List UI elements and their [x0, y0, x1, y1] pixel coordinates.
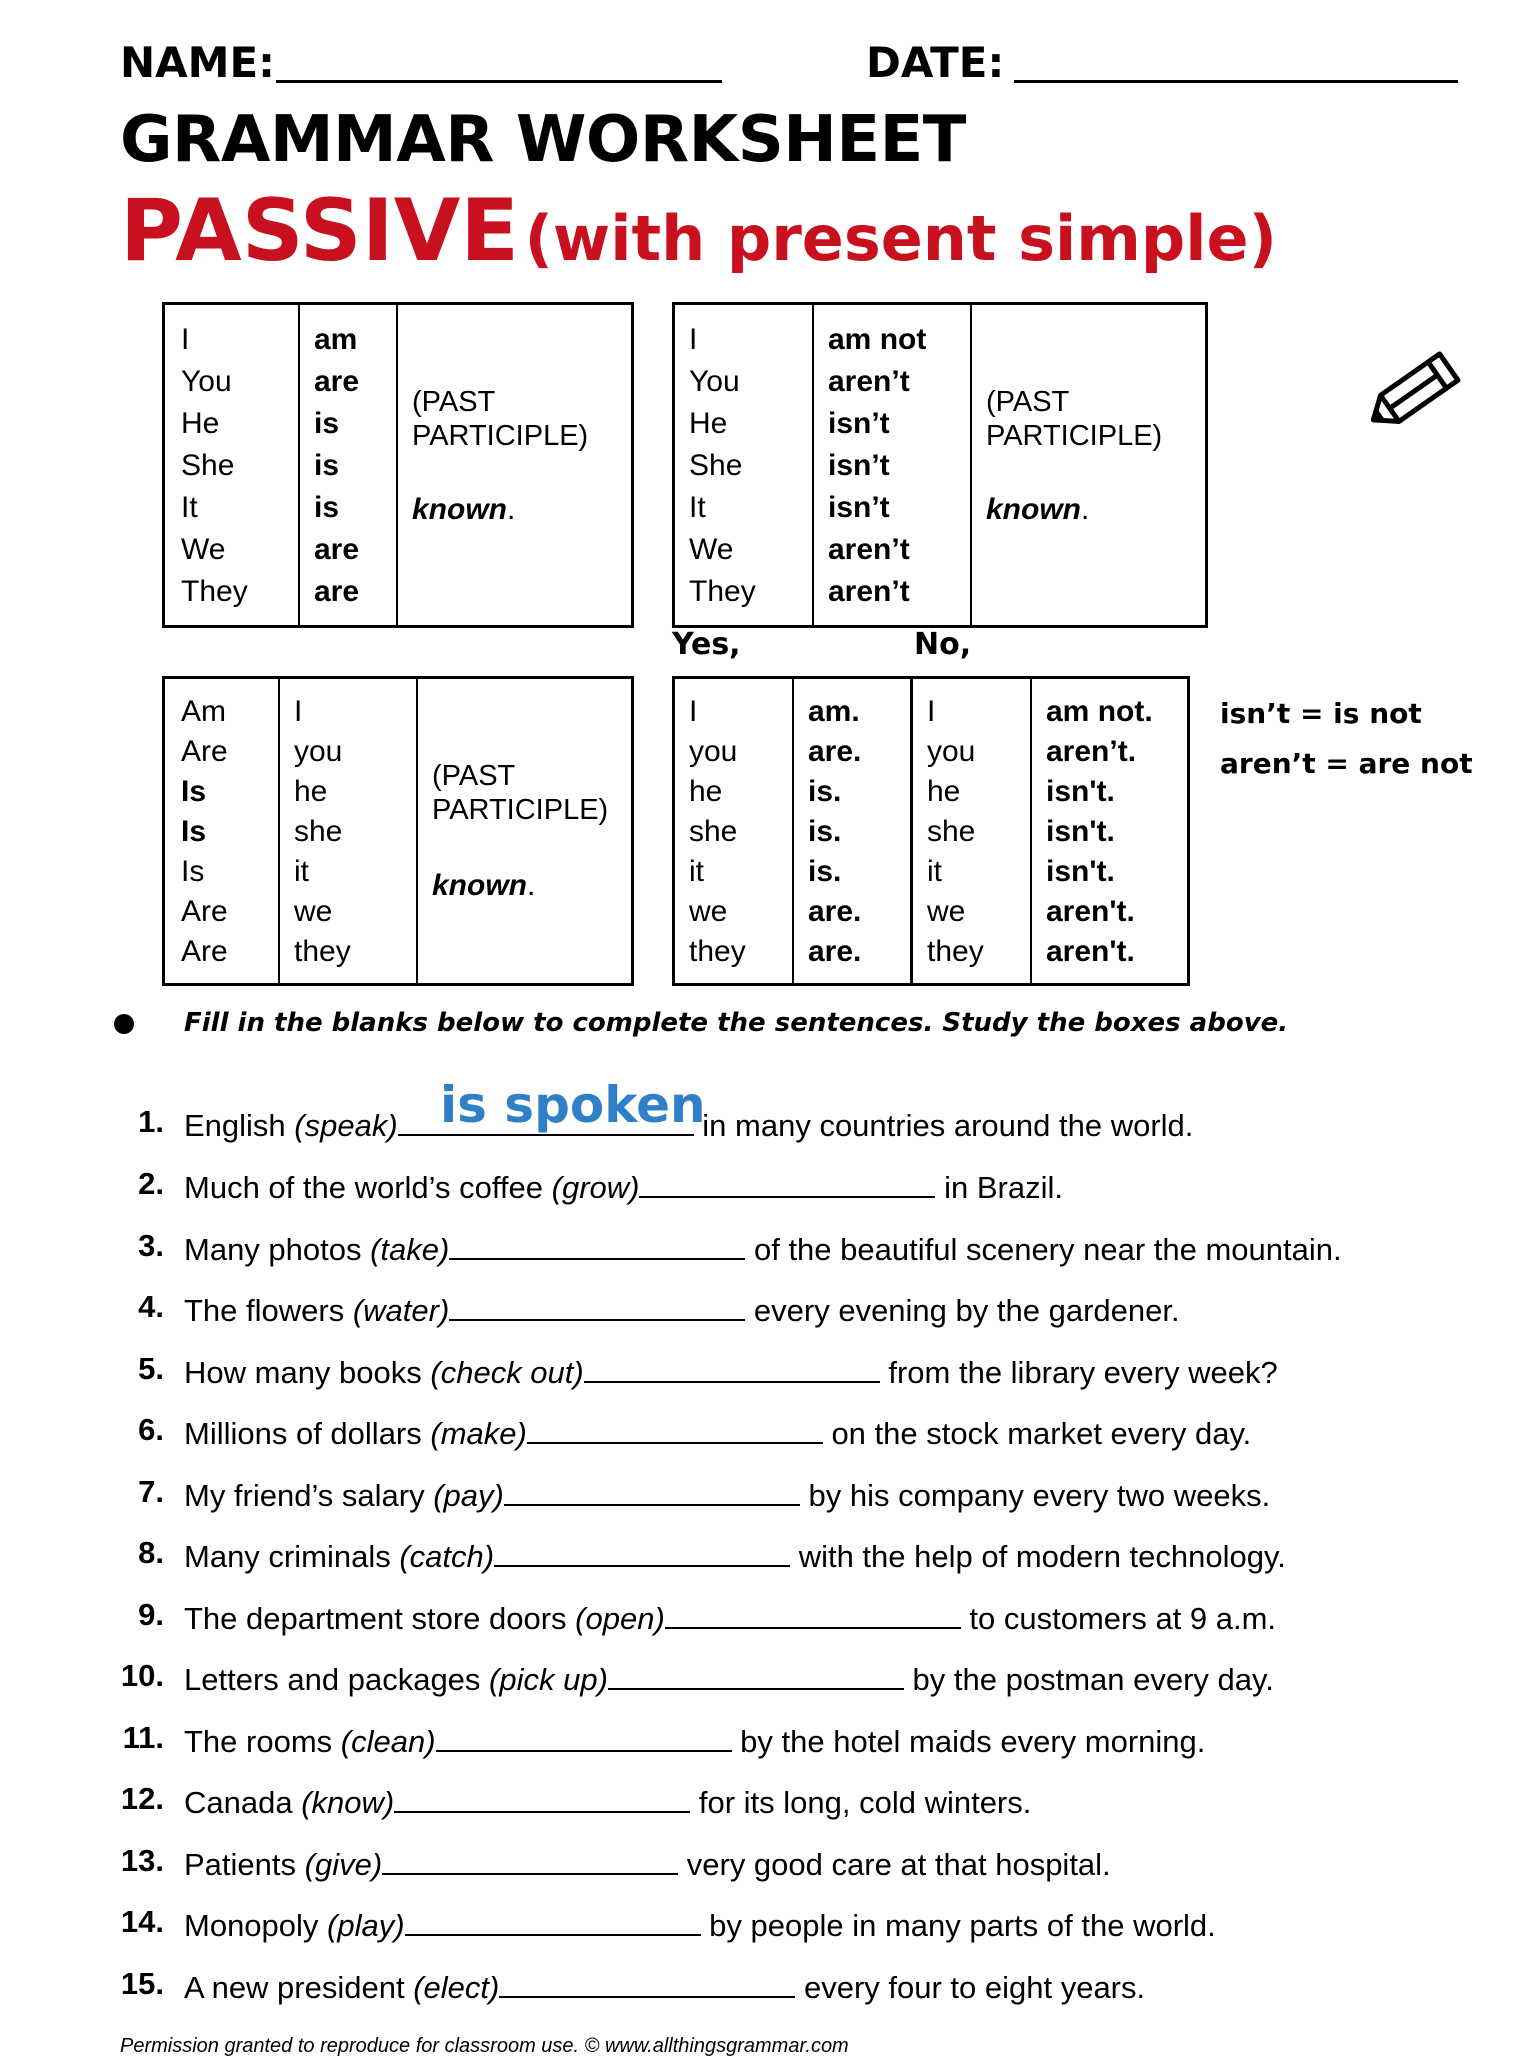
subject: you: [294, 735, 343, 768]
verb: Are: [181, 735, 228, 768]
answer-blank[interactable]: [639, 1168, 935, 1198]
verb: are: [314, 575, 360, 608]
verb: Are: [181, 935, 228, 968]
answer-blank[interactable]: [584, 1353, 880, 1383]
answer-blank[interactable]: [608, 1660, 904, 1690]
yes-verb-column: [792, 679, 912, 983]
verb-column: [298, 305, 398, 625]
answer-blank[interactable]: [665, 1599, 961, 1629]
verb: isn’t: [828, 449, 890, 482]
verb: am.: [808, 695, 860, 728]
subject: she: [927, 815, 976, 848]
verb: are: [314, 533, 360, 566]
bullet-icon: [114, 1014, 134, 1034]
subject: we: [294, 895, 333, 928]
yes-subject-column: [675, 679, 792, 983]
past-participle-label: (PAST PARTICIPLE): [986, 386, 1163, 452]
subject: it: [927, 855, 942, 888]
subject: It: [181, 491, 198, 524]
verb: is.: [808, 855, 842, 888]
subject: they: [689, 935, 746, 968]
subject: he: [689, 775, 723, 808]
subject: She: [181, 449, 235, 482]
subject: he: [927, 775, 961, 808]
verb: aren't.: [1046, 935, 1135, 968]
answer-blank[interactable]: [394, 1783, 690, 1813]
contraction-note: isn’t = is not: [1220, 697, 1422, 730]
verb: is.: [808, 815, 842, 848]
date-field[interactable]: [1014, 80, 1458, 83]
answer-blank[interactable]: [382, 1845, 678, 1875]
subject: I: [689, 695, 698, 728]
name-label: NAME:: [120, 38, 275, 87]
subject: You: [689, 365, 740, 398]
past-participle-label: (PAST PARTICIPLE): [412, 386, 589, 452]
subject: I: [181, 323, 190, 356]
subject: we: [689, 895, 728, 928]
verb: aren't.: [1046, 895, 1135, 928]
no-label: No,: [914, 627, 972, 662]
verb: Am: [181, 695, 226, 728]
subject: You: [181, 365, 232, 398]
subject: she: [294, 815, 343, 848]
subject: he: [294, 775, 328, 808]
verb: is: [314, 407, 340, 440]
page-title: GRAMMAR WORKSHEET: [120, 103, 966, 177]
short-answers-table: [672, 676, 1190, 986]
verb: am not.: [1046, 695, 1153, 728]
past-participle-label: (PAST PARTICIPLE): [432, 760, 609, 826]
verb: isn't.: [1046, 815, 1115, 848]
page-subtitle: PASSIVE (with present simple): [120, 181, 1277, 281]
subject: We: [181, 533, 226, 566]
subject: it: [689, 855, 704, 888]
verb: are: [314, 365, 360, 398]
question-table: [162, 676, 634, 986]
subject: they: [294, 935, 351, 968]
answer-blank[interactable]: [436, 1722, 732, 1752]
yes-label: Yes,: [672, 627, 741, 662]
subject: I: [927, 695, 936, 728]
verb: Is: [181, 775, 207, 808]
subject: it: [294, 855, 309, 888]
verb: am not: [828, 323, 927, 356]
verb: are.: [808, 895, 862, 928]
example-word: known.: [986, 493, 1090, 526]
answer-blank[interactable]: [405, 1906, 701, 1936]
verb: are.: [808, 935, 862, 968]
answer-blank[interactable]: [499, 1968, 795, 1998]
verb: aren’t: [828, 365, 910, 398]
answer-blank[interactable]: [449, 1230, 745, 1260]
pencil-icon: [1356, 340, 1476, 445]
no-subject-column: [910, 679, 1033, 983]
verb: is: [314, 449, 340, 482]
verb: aren’t: [828, 533, 910, 566]
answer-blank[interactable]: [504, 1476, 800, 1506]
verb: isn’t: [828, 491, 890, 524]
verb: aren’t: [828, 575, 910, 608]
negative-table: [672, 302, 1208, 628]
subject: she: [689, 815, 738, 848]
name-field[interactable]: [276, 80, 722, 83]
subject: It: [689, 491, 706, 524]
footer-permission: Permission granted to reproduce for classroom use. © www.allthingsgrammar.com: [120, 2035, 849, 2057]
subject: you: [927, 735, 976, 768]
subject: She: [689, 449, 743, 482]
subject-column: [278, 679, 418, 983]
answer-blank[interactable]: [494, 1537, 790, 1567]
answer-blank[interactable]: [527, 1414, 823, 1444]
participle-column: [970, 305, 1205, 625]
subject: He: [181, 407, 220, 440]
subject: They: [181, 575, 248, 608]
verb-column: [165, 679, 278, 983]
verb: is: [314, 491, 340, 524]
subject: they: [927, 935, 984, 968]
subject: I: [689, 323, 698, 356]
verb: Are: [181, 895, 228, 928]
verb: am: [314, 323, 358, 356]
participle-column: [416, 679, 631, 983]
example-word: known.: [432, 869, 536, 902]
sample-answer: is spoken: [440, 1076, 706, 1134]
subject: He: [689, 407, 728, 440]
verb: aren’t.: [1046, 735, 1137, 768]
verb: isn’t: [828, 407, 890, 440]
date-label: DATE:: [866, 38, 1005, 87]
subject-column: [675, 305, 812, 625]
affirmative-table: [162, 302, 634, 628]
example-word: known.: [412, 493, 516, 526]
subject: you: [689, 735, 738, 768]
subject-column: [165, 305, 298, 625]
verb: Is: [181, 815, 207, 848]
subject: I: [294, 695, 303, 728]
verb: is.: [808, 775, 842, 808]
participle-column: [396, 305, 631, 625]
contraction-note: aren’t = are not: [1220, 747, 1473, 780]
verb: are.: [808, 735, 862, 768]
verb-column: [812, 305, 972, 625]
subject: we: [927, 895, 966, 928]
subject: They: [689, 575, 756, 608]
verb: isn't.: [1046, 775, 1115, 808]
no-verb-column: [1030, 679, 1187, 983]
verb: Is: [181, 855, 205, 888]
answer-blank[interactable]: [449, 1291, 745, 1321]
instructions: Fill in the blanks below to complete the sentences. Study the boxes above.: [184, 1008, 1289, 1038]
subject: We: [689, 533, 734, 566]
verb: isn't.: [1046, 855, 1115, 888]
